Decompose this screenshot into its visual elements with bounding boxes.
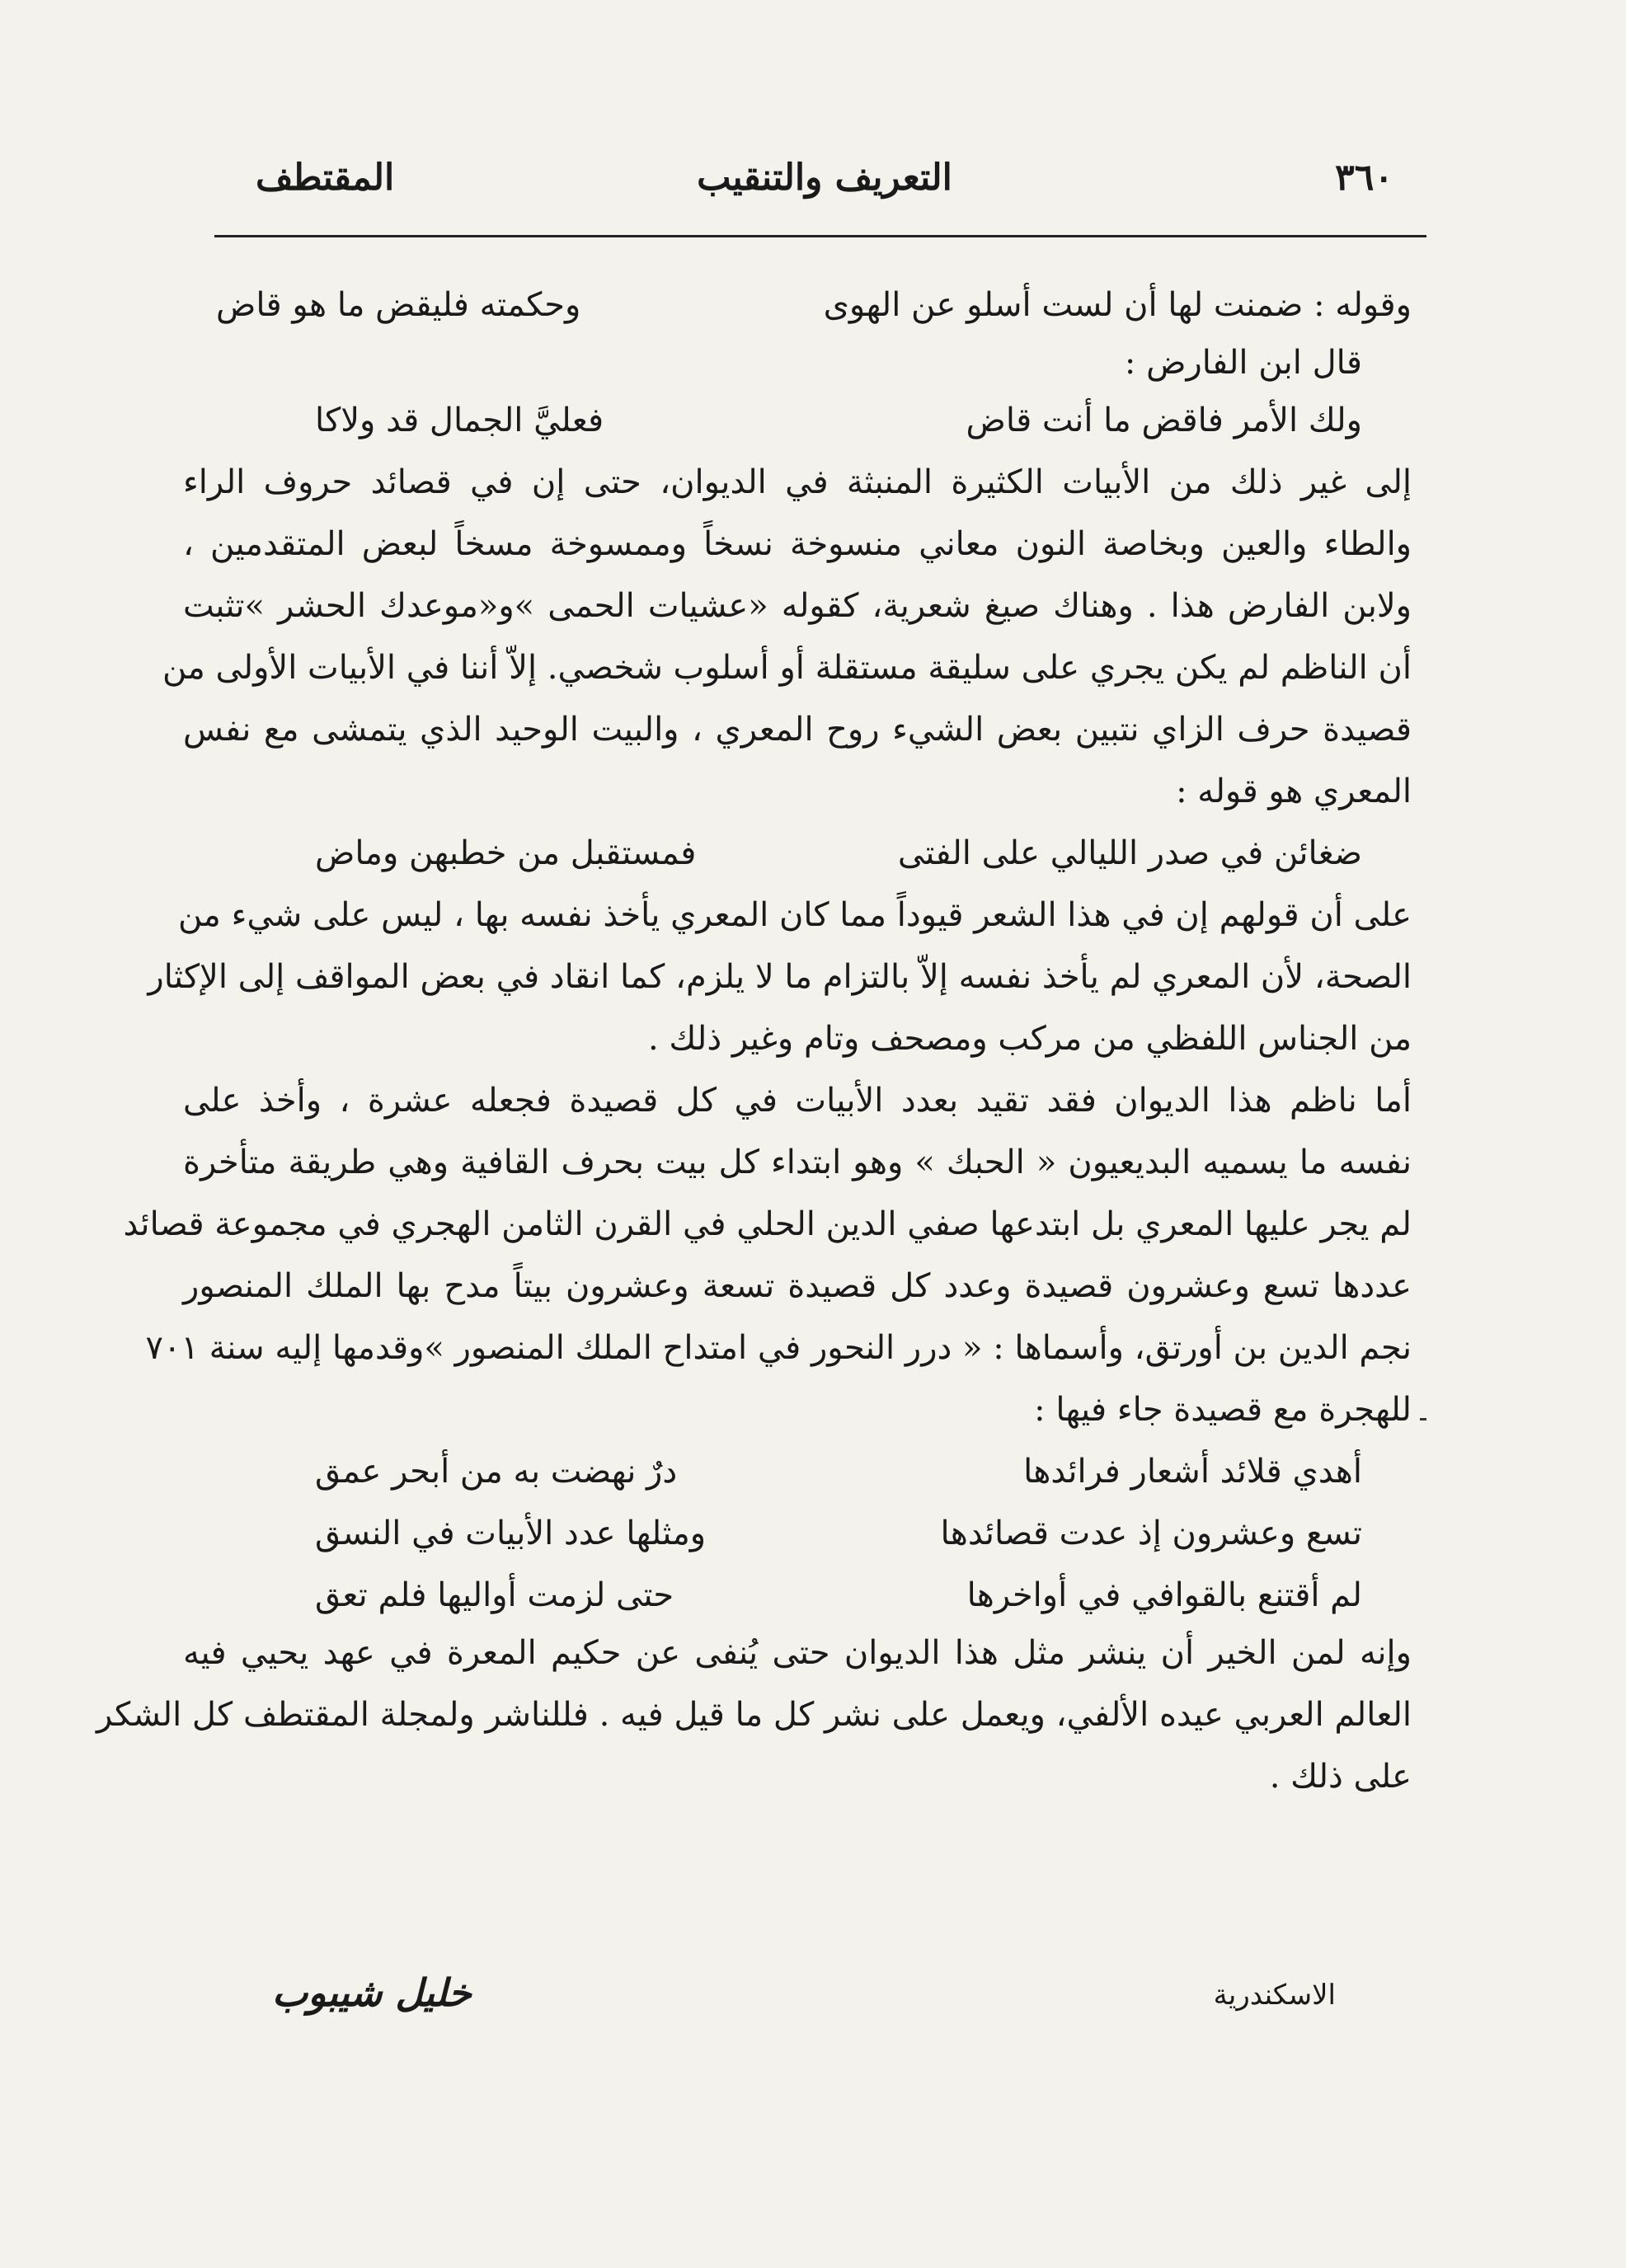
text-line: والطاء والعين وبخاصة النون معاني منسوخة نسخاً وممسوخة مسخاً لبعض المتقدمين ، <box>183 525 1412 563</box>
verse-second-hemistich: درٌ نهضت به من أبحر عمق <box>315 1453 678 1491</box>
text-line: نفسه ما يسميه البديعيون « الحبك » وهو ابتداء كل بيت بحرف القافية وهي طريقة متأخرة <box>183 1143 1412 1181</box>
text-line: أما ناظم هذا الديوان فقد تقيد بعدد الأبيات في كل قصيدة فجعله عشرة ، وأخذ على <box>183 1082 1412 1120</box>
text-line: لم يجر عليها المعري بل ابتدعها صفي الدين الحلي في القرن الثامن الهجري في مجموعة قصائد <box>123 1205 1412 1243</box>
text-line: للهجرة مع قصيدة جاء فيها : <box>1034 1391 1412 1429</box>
verse-second-hemistich: فعليَّ الجمال قد ولاكا <box>315 401 604 439</box>
verse-line <box>315 1447 1362 1496</box>
text-line: إلى غير ذلك من الأبيات الكثيرة المنبثة في الديوان، حتى إن في قصائد حروف الراء <box>183 463 1412 501</box>
page-number: ٣٦٠ <box>1335 157 1393 199</box>
verse-second-hemistich: وحكمته فليقض ما هو قاض <box>216 286 581 324</box>
journal-name: المقتطف <box>256 157 395 199</box>
header-rule <box>214 235 1426 237</box>
verse-first-hemistich: ضغائن في صدر الليالي على الفتى <box>897 834 1362 872</box>
text-line: من الجناس اللفظي من مركب ومصحف وتام وغير ذلك . <box>648 1020 1412 1058</box>
verse-line <box>315 829 1362 878</box>
verse-second-hemistich: ومثلها عدد الأبيات في النسق <box>315 1514 707 1552</box>
verse-line <box>216 280 1412 330</box>
running-title: التعريف والتنقيب <box>697 157 952 199</box>
verse-first-hemistich: لم أقتنع بالقوافي في أواخرها <box>966 1576 1362 1614</box>
verse-second-hemistich: فمستقبل من خطبهن وماض <box>315 834 697 872</box>
text-line: نجم الدين بن أورتق، وأسماها : « درر النحور في امتداح الملك المنصور »وقدمها إليه سنة ٧٠١ <box>145 1329 1412 1367</box>
text-line: قال ابن الفارض : <box>1124 344 1362 382</box>
place-name: الاسكندرية <box>1213 1979 1336 2012</box>
text-line: على أن قولهم إن في هذا الشعر قيوداً مما كان المعري يأخذ نفسه بها ، ليس على شيء من <box>177 896 1412 934</box>
article-footer <box>272 1970 1336 2036</box>
text-line: العالم العربي عيده الألفي، ويعمل على نشر كل ما قيل فيه . فللناشر ولمجلة المقتطف كل الشكر <box>96 1696 1412 1734</box>
text-line: قصيدة حرف الزاي نتبين بعض الشيء روح المعري ، والبيت الوحيد الذي يتمشى مع نفس <box>183 711 1412 749</box>
verse-second-hemistich: حتى لزمت أواليها فلم تعق <box>315 1576 674 1614</box>
text-line: أن الناظم لم يكن يجري على سليقة مستقلة أو أسلوب شخصي. إلاّ أننا في الأبيات الأولى من <box>162 649 1412 687</box>
text-line: وإنه لمن الخير أن ينشر مثل هذا الديوان حتى يُنفى عن حكيم المعرة في عهد يحيي فيه <box>183 1634 1412 1672</box>
verse-first-hemistich: تسع وعشرون إذ عدت قصائدها <box>940 1514 1362 1552</box>
verse-line <box>315 396 1362 445</box>
text-line: ولابن الفارض هذا . وهناك صيغ شعرية، كقوله «عشيات الحمى »و«موعدك الحشر »تثبت <box>183 587 1412 625</box>
author-signature: خليل شيبوب <box>272 1970 472 2015</box>
text-line: المعري هو قوله : <box>1176 772 1412 810</box>
verse-first-hemistich: أهدي قلائد أشعار فرائدها <box>1023 1453 1362 1491</box>
text-line: على ذلك . <box>1269 1758 1412 1796</box>
text-line: الصحة، لأن المعري لم يأخذ نفسه إلاّ بالتزام ما لا يلزم، كما انقاد في بعض المواقف إلى الإكثار <box>148 958 1412 996</box>
page-header <box>256 148 1393 214</box>
verse-first-hemistich: ولك الأمر فاقض ما أنت قاض <box>966 401 1362 439</box>
verse-first-hemistich: وقوله : ضمنت لها أن لست أسلو عن الهوى <box>823 286 1412 324</box>
text-line: عددها تسع وعشرون قصيدة وعدد كل قصيدة تسعة وعشرون بيتاً مدح بها الملك المنصور <box>183 1267 1412 1305</box>
verse-line <box>315 1571 1362 1620</box>
verse-line <box>315 1509 1362 1558</box>
margin-mark <box>1420 1418 1426 1420</box>
